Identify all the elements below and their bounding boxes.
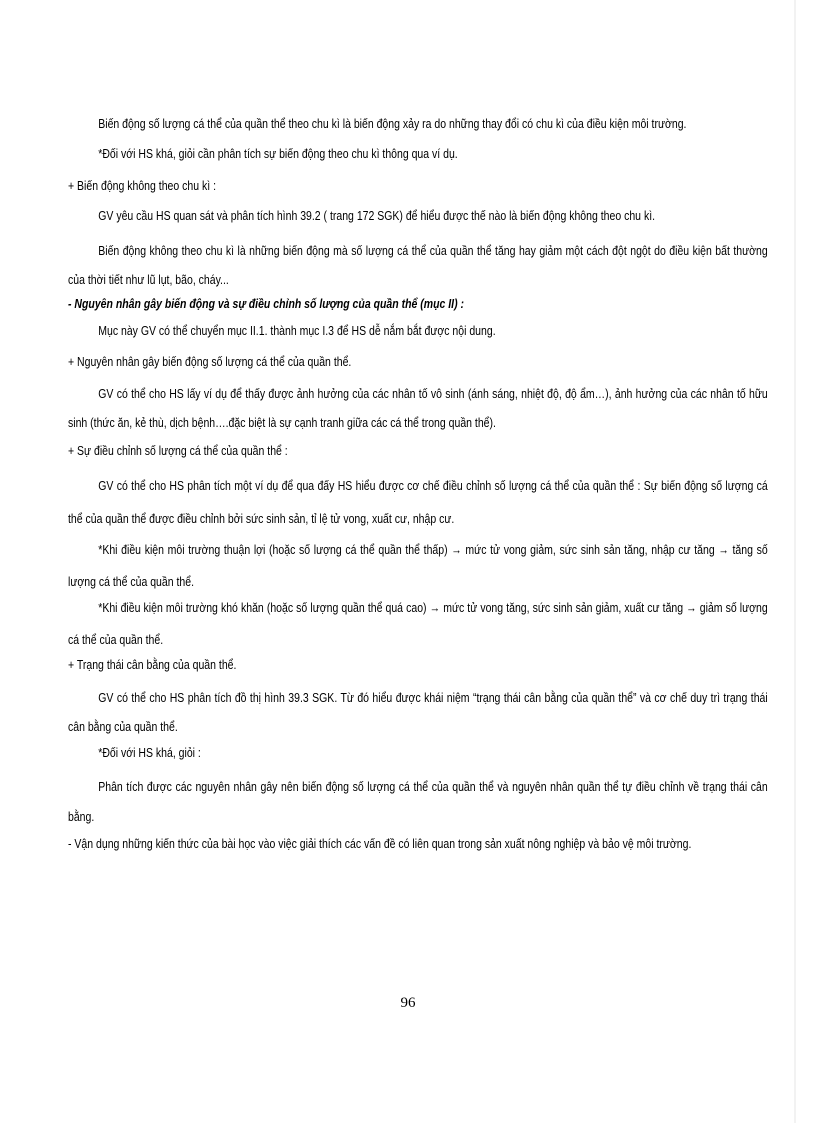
paragraph-9: GV có thể cho HS lấy ví dụ để thấy được ảnh hưởng của các nhân tố vô sinh (ánh sáng, nhiệt độ, độ ẩm…), ảnh hưởng của các nhân tố hữu sinh (thức ăn, kẻ thù, dịch bệnh….đặc biệt là sự cạnh tranh giữa các cá thể trong quần thể). xyxy=(68,387,768,430)
paragraph-1: Biến động số lượng cá thể của quần thể theo chu kì là biến động xảy ra do những thay đổi có chu kì của điều kiện môi trường. xyxy=(98,117,687,131)
paragraph-17: Phân tích được các nguyên nhân gây nên biến động số lượng cá thể của quần thể và nguyên nhân quần thể tự điều chỉnh về trạng thái cân bằng. xyxy=(68,780,768,824)
paragraph-3: + Biến động không theo chu kì : xyxy=(68,179,216,193)
paragraph-14: + Trạng thái cân bằng của quần thể. xyxy=(68,658,237,672)
paragraph-12: *Khi điều kiện môi trường thuận lợi (hoặc số lượng cá thể quần thể thấp) → mức tử vong giảm, sức sinh sản tăng, nhập cư tăng → tăng số lượng cá thể của quần thể. xyxy=(68,543,768,589)
paragraph-16: *Đối với HS khá, giỏi : xyxy=(98,746,201,760)
paragraph-5: Biến động không theo chu kì là những biến động mà số lượng cá thể của quần thể tăng hay giảm một cách đột ngột do điều kiện bất thường của thời tiết như lũ lụt, bão, cháy... xyxy=(68,244,768,287)
paragraph-13: *Khi điều kiện môi trường khó khăn (hoặc số lượng quần thể quá cao) → mức tử vong tăng, sức sinh sản giảm, xuất cư tăng → giảm số lượng cá thể của quần thể. xyxy=(68,601,768,647)
paragraph-18: - Vận dụng những kiến thức của bài học vào việc giải thích các vấn đề có liên quan trong sản xuất nông nghiệp và bảo vệ môi trường. xyxy=(68,837,692,851)
paragraph-2: *Đối với HS khá, giỏi cần phân tích sự biến động theo chu kì thông qua ví dụ. xyxy=(98,147,458,161)
paragraph-11: GV có thể cho HS phân tích một ví dụ để qua đấy HS hiểu được cơ chế điều chỉnh số lượng cá thể của quần thể : Sự biến động số lượng cá thể của quần thể được điều chỉnh bởi sức sinh sản, tỉ lệ tử vong, xuất cư, nhập cư. xyxy=(68,479,768,526)
page-number: 96 xyxy=(400,995,416,1011)
paragraph-4: GV yêu cầu HS quan sát và phân tích hình 39.2 ( trang 172 SGK) để hiểu được thế nào là biến động không theo chu kì. xyxy=(98,209,656,223)
section-heading: - Nguyên nhân gây biến động và sự điều chỉnh số lượng của quần thể (mục II) : xyxy=(68,297,464,311)
paragraph-7: Mục này GV có thể chuyển mục II.1. thành mục I.3 để HS dễ nắm bắt được nội dung. xyxy=(98,324,496,338)
paragraph-15: GV có thể cho HS phân tích đồ thị hình 39.3 SGK. Từ đó hiểu được khái niệm “trạng thái cân bằng của quần thể” và cơ chế duy trì trạng thái cân bằng của quần thể. xyxy=(68,691,768,734)
paragraph-8: + Nguyên nhân gây biến động số lượng cá thể của quần thể. xyxy=(68,355,352,369)
paragraph-10: + Sự điều chỉnh số lượng cá thể của quần thể : xyxy=(68,444,288,458)
